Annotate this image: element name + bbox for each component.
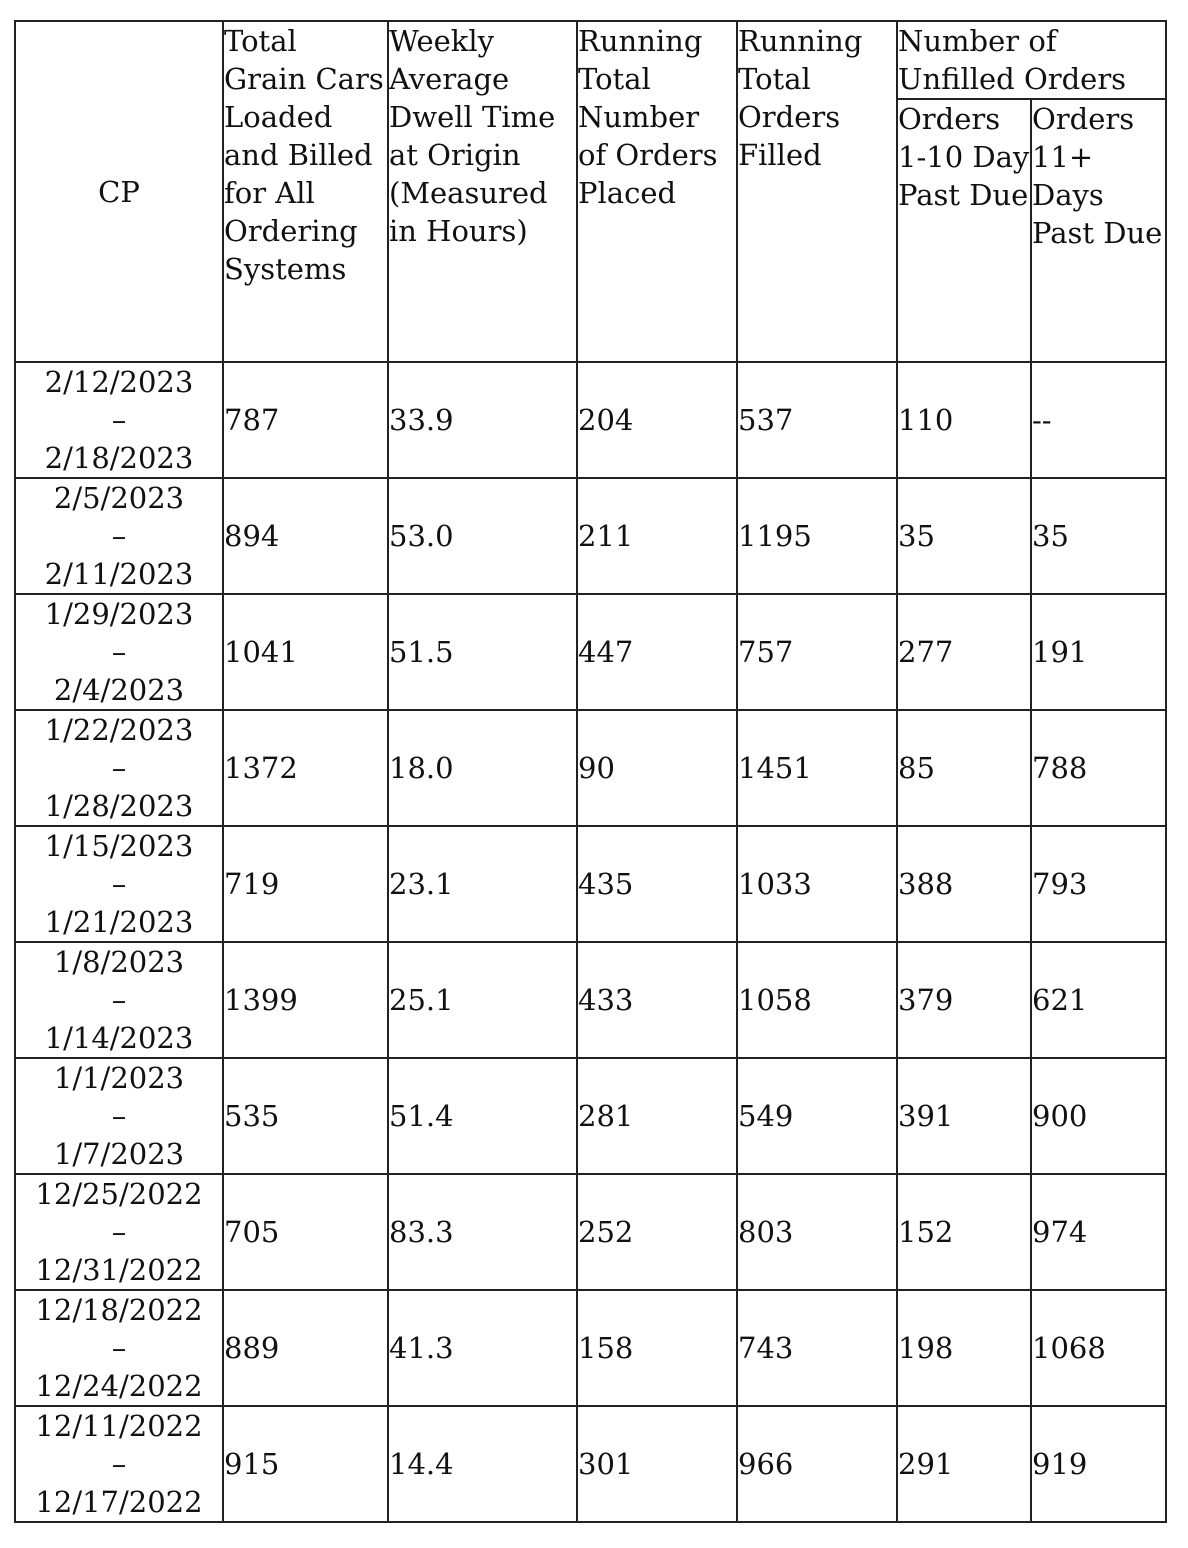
due-1-10-value: 152 — [897, 1174, 1031, 1290]
due-11-plus-value: 974 — [1031, 1174, 1166, 1290]
orders-placed-value: 252 — [577, 1174, 737, 1290]
due-1-10-value: 35 — [897, 478, 1031, 594]
week-start: 1/22/2023 — [44, 713, 194, 747]
table-row — [15, 362, 1166, 478]
cars-value: 915 — [223, 1406, 388, 1522]
week-range — [15, 710, 223, 826]
week-start: 2/5/2023 — [53, 481, 185, 515]
week-end: 1/7/2023 — [53, 1137, 185, 1171]
dwell-value: 23.1 — [388, 826, 577, 942]
week-start: 12/18/2022 — [35, 1293, 203, 1327]
dwell-value: 18.0 — [388, 710, 577, 826]
week-range — [15, 594, 223, 710]
week-start: 12/11/2022 — [35, 1409, 203, 1443]
orders-filled-value: 966 — [737, 1406, 897, 1522]
week-range — [15, 478, 223, 594]
header-weekly-dwell: Weekly Average Dwell Time at Origin (Measured in Hours) — [388, 21, 577, 362]
header-orders-1-10-days: Orders 1-10 Day Past Due — [897, 99, 1031, 362]
week-start: 1/15/2023 — [44, 829, 194, 863]
week-dash: – — [111, 1215, 127, 1249]
cars-value: 894 — [223, 478, 388, 594]
orders-placed-value: 211 — [577, 478, 737, 594]
week-start: 1/1/2023 — [53, 1061, 185, 1095]
week-start: 1/8/2023 — [53, 945, 185, 979]
cars-value: 787 — [223, 362, 388, 478]
week-range — [15, 1058, 223, 1174]
week-dash: – — [111, 519, 127, 553]
orders-placed-value: 447 — [577, 594, 737, 710]
dwell-value: 25.1 — [388, 942, 577, 1058]
orders-filled-value: 1033 — [737, 826, 897, 942]
week-end: 2/18/2023 — [44, 441, 194, 475]
week-dash: – — [111, 1331, 127, 1365]
due-1-10-value: 277 — [897, 594, 1031, 710]
week-end: 2/4/2023 — [53, 673, 185, 707]
week-end: 12/24/2022 — [35, 1369, 203, 1403]
week-start: 12/25/2022 — [35, 1177, 203, 1211]
week-end: 1/14/2023 — [44, 1021, 194, 1055]
table-row — [15, 942, 1166, 1058]
header-cp: CP — [15, 21, 223, 362]
orders-placed-value: 90 — [577, 710, 737, 826]
orders-placed-value: 281 — [577, 1058, 737, 1174]
cars-value: 705 — [223, 1174, 388, 1290]
cars-value: 1041 — [223, 594, 388, 710]
week-dash: – — [111, 983, 127, 1017]
due-11-plus-value: 900 — [1031, 1058, 1166, 1174]
orders-placed-value: 433 — [577, 942, 737, 1058]
table-row — [15, 826, 1166, 942]
week-dash: – — [111, 403, 127, 437]
orders-filled-value: 757 — [737, 594, 897, 710]
week-dash: – — [111, 867, 127, 901]
orders-filled-value: 549 — [737, 1058, 897, 1174]
cars-value: 889 — [223, 1290, 388, 1406]
orders-placed-value: 301 — [577, 1406, 737, 1522]
dwell-value: 83.3 — [388, 1174, 577, 1290]
week-range — [15, 362, 223, 478]
orders-filled-value: 803 — [737, 1174, 897, 1290]
dwell-value: 51.5 — [388, 594, 577, 710]
table-row — [15, 1058, 1166, 1174]
week-range — [15, 826, 223, 942]
orders-placed-value: 204 — [577, 362, 737, 478]
table-row — [15, 710, 1166, 826]
table-row — [15, 478, 1166, 594]
week-dash: – — [111, 635, 127, 669]
orders-filled-value: 743 — [737, 1290, 897, 1406]
header-orders-11-plus-days: Orders 11+ Days Past Due — [1031, 99, 1166, 362]
due-1-10-value: 198 — [897, 1290, 1031, 1406]
orders-placed-value: 435 — [577, 826, 737, 942]
grain-car-table — [14, 20, 1167, 1523]
due-11-plus-value: 919 — [1031, 1406, 1166, 1522]
week-range — [15, 1290, 223, 1406]
dwell-value: 41.3 — [388, 1290, 577, 1406]
header-total-grain-cars: Total Grain Cars Loaded and Billed for All Ordering Systems — [223, 21, 388, 362]
dwell-value: 53.0 — [388, 478, 577, 594]
due-1-10-value: 379 — [897, 942, 1031, 1058]
due-1-10-value: 291 — [897, 1406, 1031, 1522]
cars-value: 1399 — [223, 942, 388, 1058]
week-range — [15, 1406, 223, 1522]
week-dash: – — [111, 751, 127, 785]
dwell-value: 33.9 — [388, 362, 577, 478]
week-end: 1/21/2023 — [44, 905, 194, 939]
due-11-plus-value: -- — [1031, 362, 1166, 478]
due-1-10-value: 110 — [897, 362, 1031, 478]
due-1-10-value: 388 — [897, 826, 1031, 942]
due-1-10-value: 391 — [897, 1058, 1031, 1174]
week-start: 2/12/2023 — [44, 365, 194, 399]
header-orders-filled: Running Total Orders Filled — [737, 21, 897, 362]
header-unfilled-orders: Number of Unfilled Orders — [897, 21, 1166, 99]
orders-filled-value: 1451 — [737, 710, 897, 826]
week-end: 1/28/2023 — [44, 789, 194, 823]
week-end: 12/17/2022 — [35, 1485, 203, 1519]
cars-value: 535 — [223, 1058, 388, 1174]
table-row — [15, 1174, 1166, 1290]
orders-filled-value: 1058 — [737, 942, 897, 1058]
week-start: 1/29/2023 — [44, 597, 194, 631]
week-range — [15, 942, 223, 1058]
orders-filled-value: 1195 — [737, 478, 897, 594]
table-row — [15, 1406, 1166, 1522]
due-11-plus-value: 788 — [1031, 710, 1166, 826]
due-11-plus-value: 191 — [1031, 594, 1166, 710]
due-1-10-value: 85 — [897, 710, 1031, 826]
orders-filled-value: 537 — [737, 362, 897, 478]
table-row — [15, 1290, 1166, 1406]
week-end: 2/11/2023 — [44, 557, 194, 591]
due-11-plus-value: 793 — [1031, 826, 1166, 942]
dwell-value: 51.4 — [388, 1058, 577, 1174]
header-orders-placed: Running Total Number of Orders Placed — [577, 21, 737, 362]
week-dash: – — [111, 1099, 127, 1133]
dwell-value: 14.4 — [388, 1406, 577, 1522]
due-11-plus-value: 1068 — [1031, 1290, 1166, 1406]
week-dash: – — [111, 1447, 127, 1481]
cars-value: 719 — [223, 826, 388, 942]
cars-value: 1372 — [223, 710, 388, 826]
week-range — [15, 1174, 223, 1290]
due-11-plus-value: 621 — [1031, 942, 1166, 1058]
due-11-plus-value: 35 — [1031, 478, 1166, 594]
week-end: 12/31/2022 — [35, 1253, 203, 1287]
table-body — [15, 362, 1166, 1522]
orders-placed-value: 158 — [577, 1290, 737, 1406]
table-row — [15, 594, 1166, 710]
